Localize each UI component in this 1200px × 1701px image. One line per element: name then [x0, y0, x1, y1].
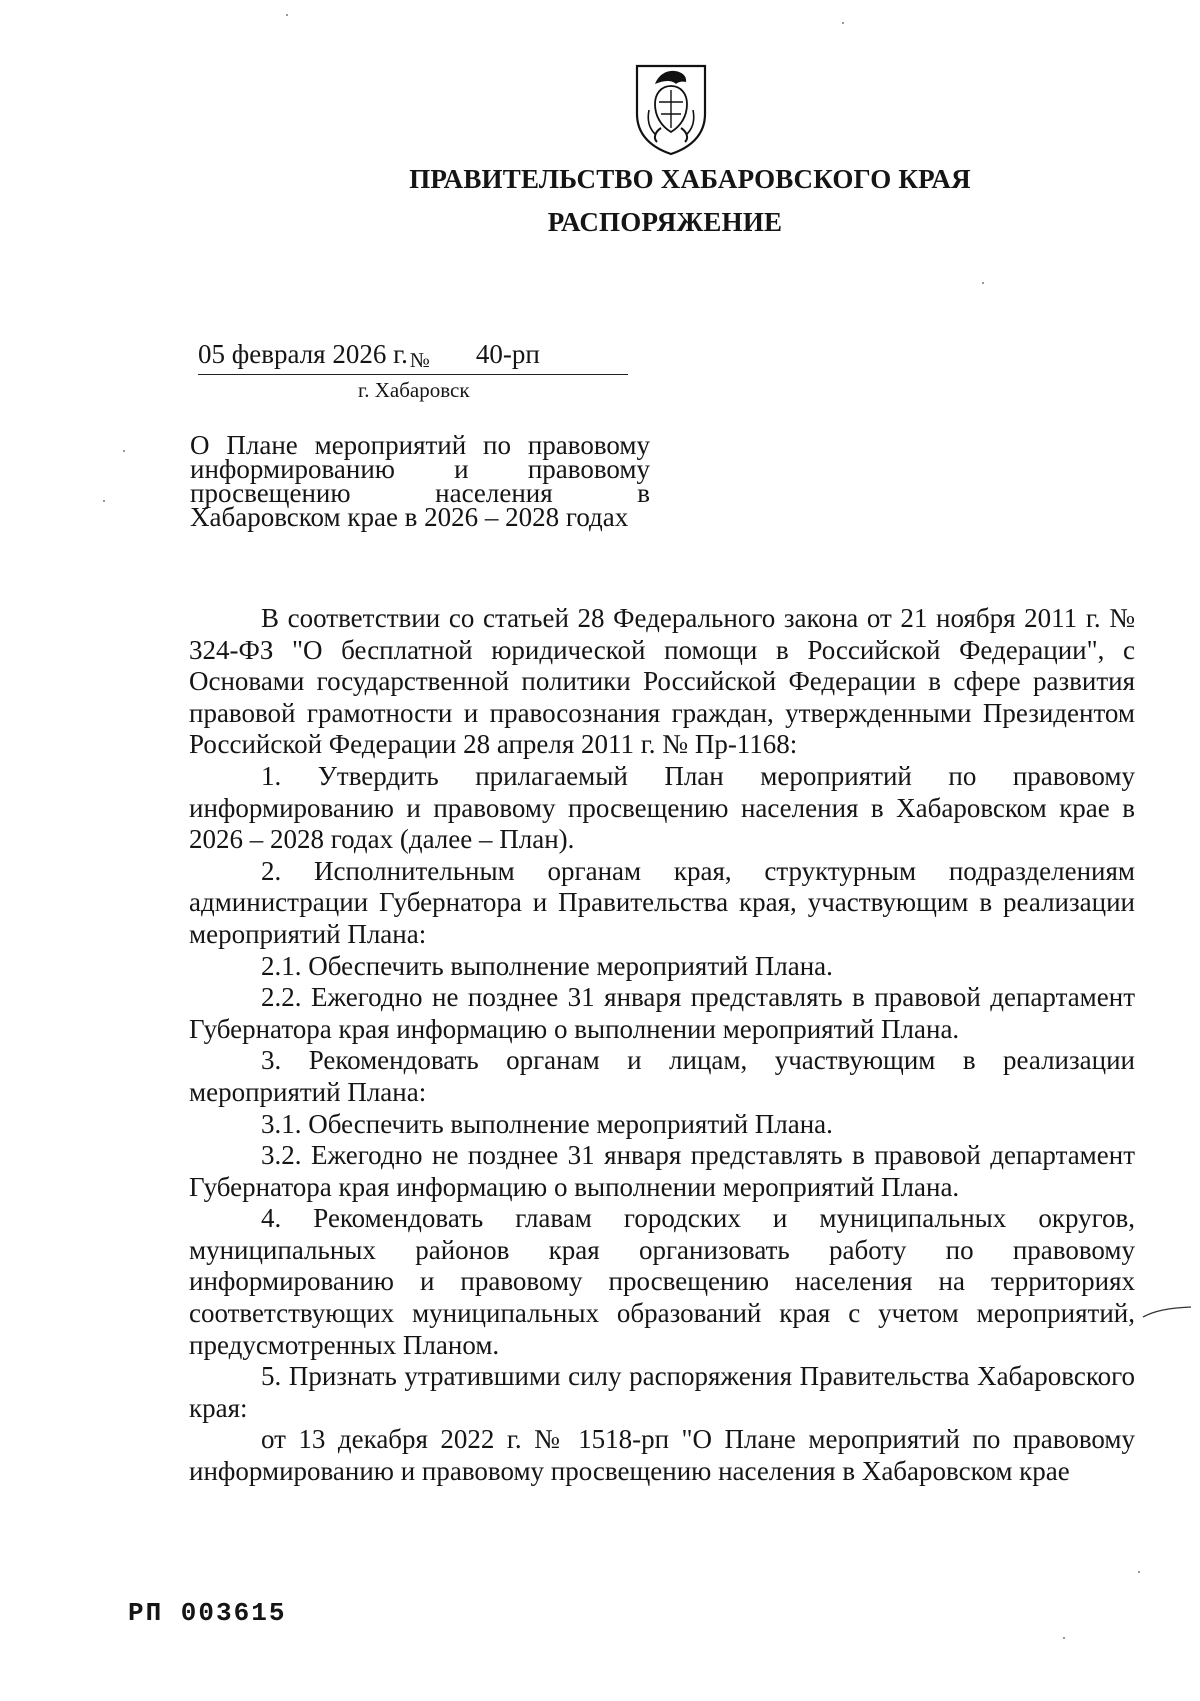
registration-underline: [198, 374, 628, 375]
subject-line: информированию и правовому: [190, 454, 650, 484]
scan-speck: [1063, 1637, 1065, 1639]
subject-line: О Плане мероприятий по правовому: [190, 430, 650, 460]
registration-line: [198, 339, 540, 373]
number-sign: №: [409, 348, 430, 372]
clause-2-1: 2.1. Обеспечить выполнение мероприятий Плана.: [261, 950, 833, 981]
preamble-paragraph: В соответствии со статьей 28 Федерального закона от 21 ноября 2011 г. № 324-ФЗ "О бесплатной юридической помощи в Российской Федерации", с Основами государственной политики Российской Федерации в сфере развития правовой грамотности и правосознания граждан, утвержденными Президентом Российской Федерации 28 апреля 2011 г. № Пр-1168:: [189, 603, 1135, 760]
clause-1: 1. Утвердить прилагаемый План мероприятий по правовому информированию и правовому просвещению населения в Хабаровском крае в 2026 – 2028 годах (далее – План).: [189, 760, 1135, 855]
clause-2: 2. Исполнительным органам края, структурным подразделениям администрации Губернатора и Правительства края, участвующим в реализации мероприятий Плана:: [189, 855, 1135, 949]
clause-2-2: 2.2. Ежегодно не позднее 31 января представлять в правовой департамент Губернатора края информацию о выполнении мероприятий Плана.: [189, 982, 1135, 1044]
subject-line: просвещению населения в: [190, 478, 650, 508]
document-date: 05 февраля 2026 г.: [198, 339, 408, 369]
scan-speck: [842, 22, 844, 24]
document-type: РАСПОРЯЖЕНИЕ: [547, 207, 783, 237]
issuing-city: г. Хабаровск: [358, 378, 470, 402]
clause-3-2: 3.2. Ежегодно не позднее 31 января представлять в правовой департамент Губернатора края информацию о выполнении мероприятий Плана.: [189, 1140, 1135, 1202]
coat-of-arms-icon: [631, 62, 711, 156]
scan-speck: [286, 14, 288, 16]
scan-speck: [123, 450, 125, 452]
clause-4: 4. Рекомендовать главам городских и муниципальных округов, муниципальных районов края организовать работу по правовому информированию и правовому просвещению населения на территориях соответствующих муниципальных образований края с учетом мероприятий, предусмотренных Планом.: [189, 1203, 1135, 1360]
clause-3-1: 3.1. Обеспечить выполнение мероприятий Плана.: [261, 1108, 833, 1139]
document-body: [189, 603, 1135, 1488]
scan-speck: [982, 282, 984, 284]
scan-speck: [103, 500, 105, 502]
form-serial-code: РП 003615: [128, 1598, 287, 1628]
margin-pen-stroke: [1142, 1305, 1192, 1319]
document-subject: [190, 430, 650, 532]
clause-3: 3. Рекомендовать органам и лицам, участвующим в реализации мероприятий Плана:: [189, 1045, 1135, 1107]
clause-5: 5. Признать утратившими силу распоряжения Правительства Хабаровского края:: [189, 1361, 1135, 1423]
subject-line: Хабаровском крае в 2026 – 2028 годах: [190, 502, 629, 532]
organization-name: ПРАВИТЕЛЬСТВО ХАБАРОВСКОГО КРАЯ: [409, 164, 971, 194]
clause-5-item: от 13 декабря 2022 г. № 1518-рп "О Плане мероприятий по правовому информированию и правовому просвещению населения в Хабаровском крае: [189, 1424, 1135, 1487]
scan-speck: [1138, 1571, 1140, 1573]
document-number: 40-рп: [475, 339, 540, 369]
